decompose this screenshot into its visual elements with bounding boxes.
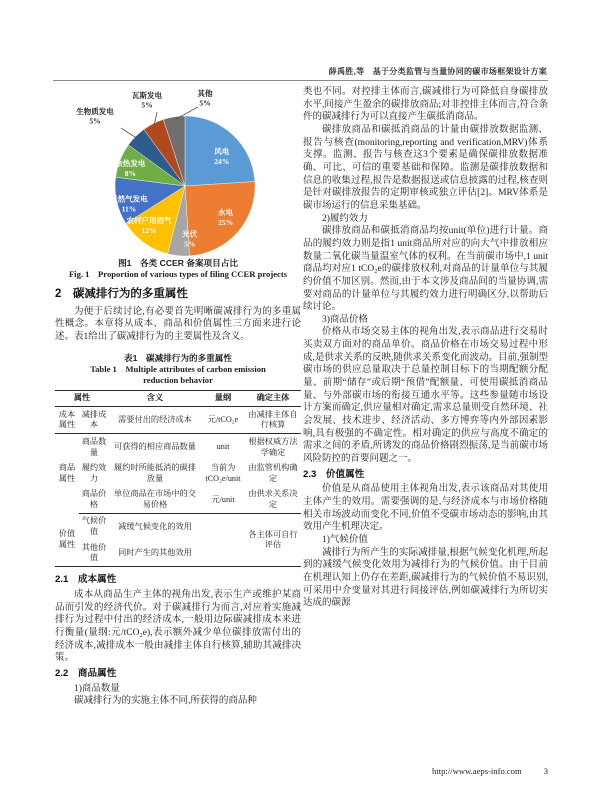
cell-other-sub: 其他价值 [81, 542, 107, 563]
section-2-intro: 为便于后续讨论,有必要首先明晰碳减排行为的多重属性概念。本章将从成本、商品和价值属性三方面来进行论述。表1给出了碳减排行为的主要属性及含义。 [55, 306, 301, 342]
col-header-determiner: 确定主体 [245, 390, 301, 407]
cell-cost-group: 成本属性 [55, 407, 79, 434]
cell-cost-sub: 减排成本 [79, 407, 109, 434]
cell-effect-unit: 当前为tCO₂e/unit [205, 463, 241, 483]
cell-value-unit [201, 513, 245, 566]
cell-quantity-unit: unit [216, 442, 230, 452]
cell-price-meaning: 单位商品在市场中的交易价格 [109, 487, 201, 514]
paragraph-compliance-effect: 碳排放商品和碳抵消商品均按unit(单位)进行计量。商品的履约效力则是指1 unit商品所对应的向大气中排放相应数量二氧化碳当量温室气体的权利。在当前碳市场中,1 unit商品均对应1 tCO₂e的碳排放权利,对商品的计量单位与其履约价值不加区别。然而,由于本文涉及商品间的当量协调,需要对商品的计量单位与其履约效力进行明确区分,以帮助后续讨论。 [303, 226, 548, 313]
pie-label: 天然气发电 [110, 194, 148, 204]
header-rule [53, 80, 548, 81]
table-1-caption [55, 353, 301, 386]
paragraph-product-price: 价格从市场交易主体的视角出发,表示商品进行交易时买卖双方面对的商品单价。商品价格在市场交易过程中形成,是供求关系的反映,随供求关系变化而波动。目前,强制型碳市场的供应总量取决于总量控制目标下的当期配额分配量、前期“储存”或后期“预借”配额量、可使用碳抵消商品量、与外部碳市场的衔接互通水平等。这些参量随市场设计方案而确定,供应量相对确定,需求总量则受自然环境、社会发展、技术进步、经济活动、多方博弈等内外部因素影响,具有极强的不确定性。相对确定的供应与高度不确定的需求之间的矛盾,所诱发的商品价格剧烈振荡,是当前碳市场风险防控的首要问题之一。 [303, 327, 548, 465]
pie-label: 8% [124, 168, 136, 178]
cell-value-group: 价值属性 [58, 529, 76, 549]
pie-label: 5% [184, 239, 196, 249]
pie-label: 12% [141, 226, 157, 236]
left-column [55, 86, 301, 708]
cell-value-determiner: 各主体可自行评估 [248, 529, 298, 550]
pie-label: 农村户用沼气 [126, 216, 172, 226]
table-1-caption-en-line2: reduction behavior [143, 374, 213, 385]
cell-quantity-meaning: 可获得的相应商品数量 [114, 442, 196, 452]
cell-other-meaning: 同时产生的其他效用 [118, 547, 192, 557]
page-number: 3 [543, 766, 548, 776]
pie-leader-line [121, 128, 138, 139]
pie-label: 光伏 [182, 229, 198, 239]
cell-climate-meaning: 减缓气候变化的效用 [118, 521, 192, 531]
pie-label: 其他 [197, 89, 213, 98]
col-header-meaning: 含义 [109, 390, 201, 407]
section-2-2-title: 2.2 商品属性 [55, 667, 117, 679]
section-2-3-body: 价值是从商品使用主体视角出发,表示该商品对其使用主体产生的效用。需要强调的是,与经济成本与市场价格随相关市场波动而变化不同,价值不受碳市场动态的影响,由其效用产生机理决定。 [303, 484, 548, 533]
paragraph-continuation: 类也不同。对控排主体而言,碳减排行为可降低自身碳排放水平,间接产生盈余的碳排放商品;对非控排主体而言,符合条件的碳减排行为可以直接产生碳抵消商品。 [303, 87, 548, 123]
pie-label: 风电 [214, 146, 230, 156]
pie-label: 余热发电 [115, 158, 146, 168]
figure-1-caption-en: Fig. 1 Proportion of various types of filing CCER projects [68, 269, 288, 279]
running-head: 薛禹胜,等 基于分类监管与当量协同的碳市场框架设计方案 [328, 67, 547, 76]
cell-quantity-sub: 商品数量 [81, 436, 107, 457]
table-row [55, 407, 301, 434]
pie-label: 5% [141, 100, 153, 110]
item-compliance-effect: 2)履约效力 [322, 213, 368, 224]
page-footer [303, 766, 548, 776]
pie-label: 瓦斯发电 [132, 91, 162, 100]
cell-price-unit: 元/unit [201, 487, 245, 514]
pie-label: 5% [89, 116, 101, 126]
ccer-pie-chart [55, 86, 301, 258]
pie-label: 25% [218, 218, 234, 228]
section-2-3-title: 2.3 价值属性 [303, 468, 365, 480]
section-2-title: 2 碳减排行为的多重属性 [55, 288, 188, 300]
cell-price-determiner: 由供求关系决定 [245, 487, 301, 514]
cell-effect-meaning: 履约时所能抵消的碳排放量 [114, 463, 196, 483]
section-2-1-body: 成本从商品生产主体的视角出发,表示生产或维护某商品而引发的经济代价。对于碳减排行为而言,对应着实施减排行为过程中付出的经济成本,一般用边际碳减排成本来进行衡量(量纲:元/tCO₂e),表示额外减少单位碳排放需付出的经济成本,减排成本一般由减排主体自行核算,辅助其减排决策。 [55, 590, 301, 664]
col-header-dimension: 量纲 [201, 390, 245, 407]
section-2-2-body: 碳减排行为的实施主体不同,所获得的商品种 [74, 696, 257, 707]
item-climate-value: 1)气候价值 [322, 534, 368, 545]
item-product-price: 3)商品价格 [322, 314, 368, 325]
cell-effect-determiner: 由监管机构确定 [248, 463, 298, 483]
cell-product-group: 商品属性 [58, 463, 76, 483]
right-column [303, 86, 548, 610]
table-row [55, 461, 301, 487]
cell-cost-meaning: 需要付出的经济成本 [109, 407, 201, 434]
pie-label: 生物质发电 [76, 107, 114, 116]
table-row [55, 434, 301, 461]
col-header-attribute: 属性 [55, 390, 109, 407]
pie-label: 24% [214, 156, 230, 166]
attributes-table [55, 390, 301, 568]
section-2-1-title: 2.1 成本属性 [55, 574, 117, 586]
cell-climate-sub: 气候价值 [81, 516, 107, 537]
table-row [55, 487, 301, 514]
paragraph-climate-value: 减排行为所产生的实际减排量,根据气候变化机理,所起到的减缓气候变化效用为减排行为的气候价值。由于目前在机理认知上仍存在差距,碳减排行为的气候价值不易识别,可采用中介变量对其进行间接评估,例如碳减排行为所切实达成的碳源 [303, 547, 548, 609]
pie-label: 11% [121, 204, 137, 214]
pie-label: 水电 [218, 208, 234, 218]
table-header-row [55, 390, 301, 407]
cell-price-sub: 商品价格 [79, 487, 109, 514]
cell-quantity-determiner: 根据权威方法学确定 [248, 436, 298, 457]
table-row [55, 513, 301, 540]
journal-url: http://www.aeps-info.com [432, 766, 522, 776]
figure-1 [55, 86, 301, 280]
paragraph-mrv: 碳排放商品和碳抵消商品的计量由碳排放数据监测、报告与核查(monitoring,reporting and verification,MRV)体系支撑。监测、报告与核查这3个要素是确保碳排放数据准确、可比、可信的重要基础和保障。监测是碳排放数据和信息的收集过程,报告是数据报送或信息披露的过程,核查则是针对碳排放报告的定期审核或独立评估[2]。MRV体系是碳市场运行的信息采集基础。 [303, 124, 548, 211]
table-1-caption-en-line1: Table 1 Multiple attributes of carbon emission [90, 363, 266, 374]
figure-1-caption-cn: 图1 各类 CCER 备案项目占比 [118, 258, 238, 268]
cell-cost-determiner: 由减排主体自行核算 [245, 407, 301, 434]
cell-cost-unit: 元/tCO₂e [201, 407, 245, 434]
cell-effect-sub: 履约效力 [81, 463, 107, 483]
pie-label: 5% [199, 98, 211, 108]
table-1-caption-cn: 表1 碳减排行为的多重属性 [124, 352, 232, 363]
section-2-2-item1: 1)商品数量 [74, 683, 120, 694]
